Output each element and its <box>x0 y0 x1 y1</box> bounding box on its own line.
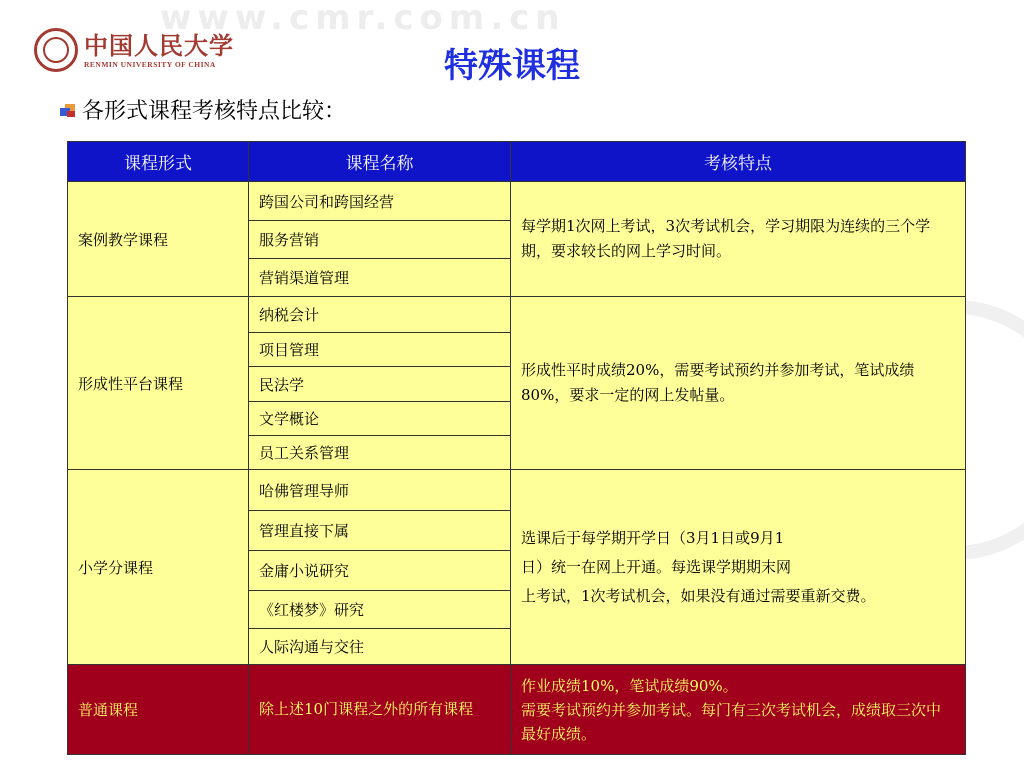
table-row <box>68 182 966 221</box>
table-row <box>68 297 966 333</box>
course-form-cell: 普通课程 <box>68 665 249 755</box>
assessment-cell <box>511 665 966 755</box>
course-name-cell: 员工关系管理 <box>249 436 511 470</box>
course-name-cell: 金庸小说研究 <box>249 551 511 591</box>
table-row <box>68 665 966 755</box>
assessment-line: 日）统一在网上开通。每选课学期期末网 <box>521 557 792 576</box>
assessment-cell <box>511 297 966 470</box>
course-form-cell: 小学分课程 <box>68 470 249 665</box>
course-name-cell: 哈佛管理导师 <box>249 470 511 511</box>
assessment-line: 选课后于每学期开学日（3月1日或9月1 <box>521 528 785 547</box>
logo-chinese-name: 中国人民大学 <box>84 30 234 60</box>
header-assessment: 考核特点 <box>511 142 966 182</box>
course-name-cell: 民法学 <box>249 367 511 402</box>
assessment-line: 上考试，1次考试机会，如果没有通过需要重新交费。 <box>521 586 876 605</box>
watermark: www.cmr.com.cn <box>160 0 566 38</box>
table-header-row <box>68 142 966 182</box>
assessment-line: 作业成绩10%，笔试成绩90%。 <box>521 676 738 695</box>
course-name-cell: 管理直接下属 <box>249 511 511 551</box>
assessment-text: 每学期1次网上考试，3次考试机会，学习期限为连续的三个学期，要求较长的网上学习时间。 <box>521 217 931 260</box>
logo-english-name: RENMIN UNIVERSITY OF CHINA <box>84 59 216 69</box>
assessment-line: 需要考试预约并参加考试。每门有三次考试机会，成绩取三次中最好成绩。 <box>521 700 942 743</box>
assessment-text: 形成性平时成绩20%，需要考试预约并参加考试，笔试成绩80%，要求一定的网上发帖量。 <box>521 361 915 404</box>
course-comparison-table <box>67 141 966 755</box>
assessment-cell <box>511 182 966 297</box>
course-name-cell: 项目管理 <box>249 333 511 367</box>
course-form-cell: 形成性平台课程 <box>68 297 249 470</box>
course-name-cell: 服务营销 <box>249 221 511 259</box>
header-course-name: 课程名称 <box>249 142 511 182</box>
course-name-cell: 营销渠道管理 <box>249 259 511 297</box>
course-name-cell: 文学概论 <box>249 402 511 436</box>
subtitle-text: 各形式课程考核特点比较： <box>82 99 347 124</box>
course-name-cell: 纳税会计 <box>249 297 511 333</box>
course-name-cell: 除上述10门课程之外的所有课程 <box>249 665 511 755</box>
course-name-cell: 《红楼梦》研究 <box>249 591 511 629</box>
course-name-cell: 跨国公司和跨国经营 <box>249 182 511 221</box>
header-course-form: 课程形式 <box>68 142 249 182</box>
course-form-cell: 案例教学课程 <box>68 182 249 297</box>
assessment-cell <box>511 470 966 665</box>
table-row <box>68 470 966 511</box>
page-title: 特殊课程 <box>444 46 580 86</box>
course-name-cell: 人际沟通与交往 <box>249 629 511 665</box>
bullet-icon <box>60 102 76 118</box>
subtitle <box>60 94 346 125</box>
